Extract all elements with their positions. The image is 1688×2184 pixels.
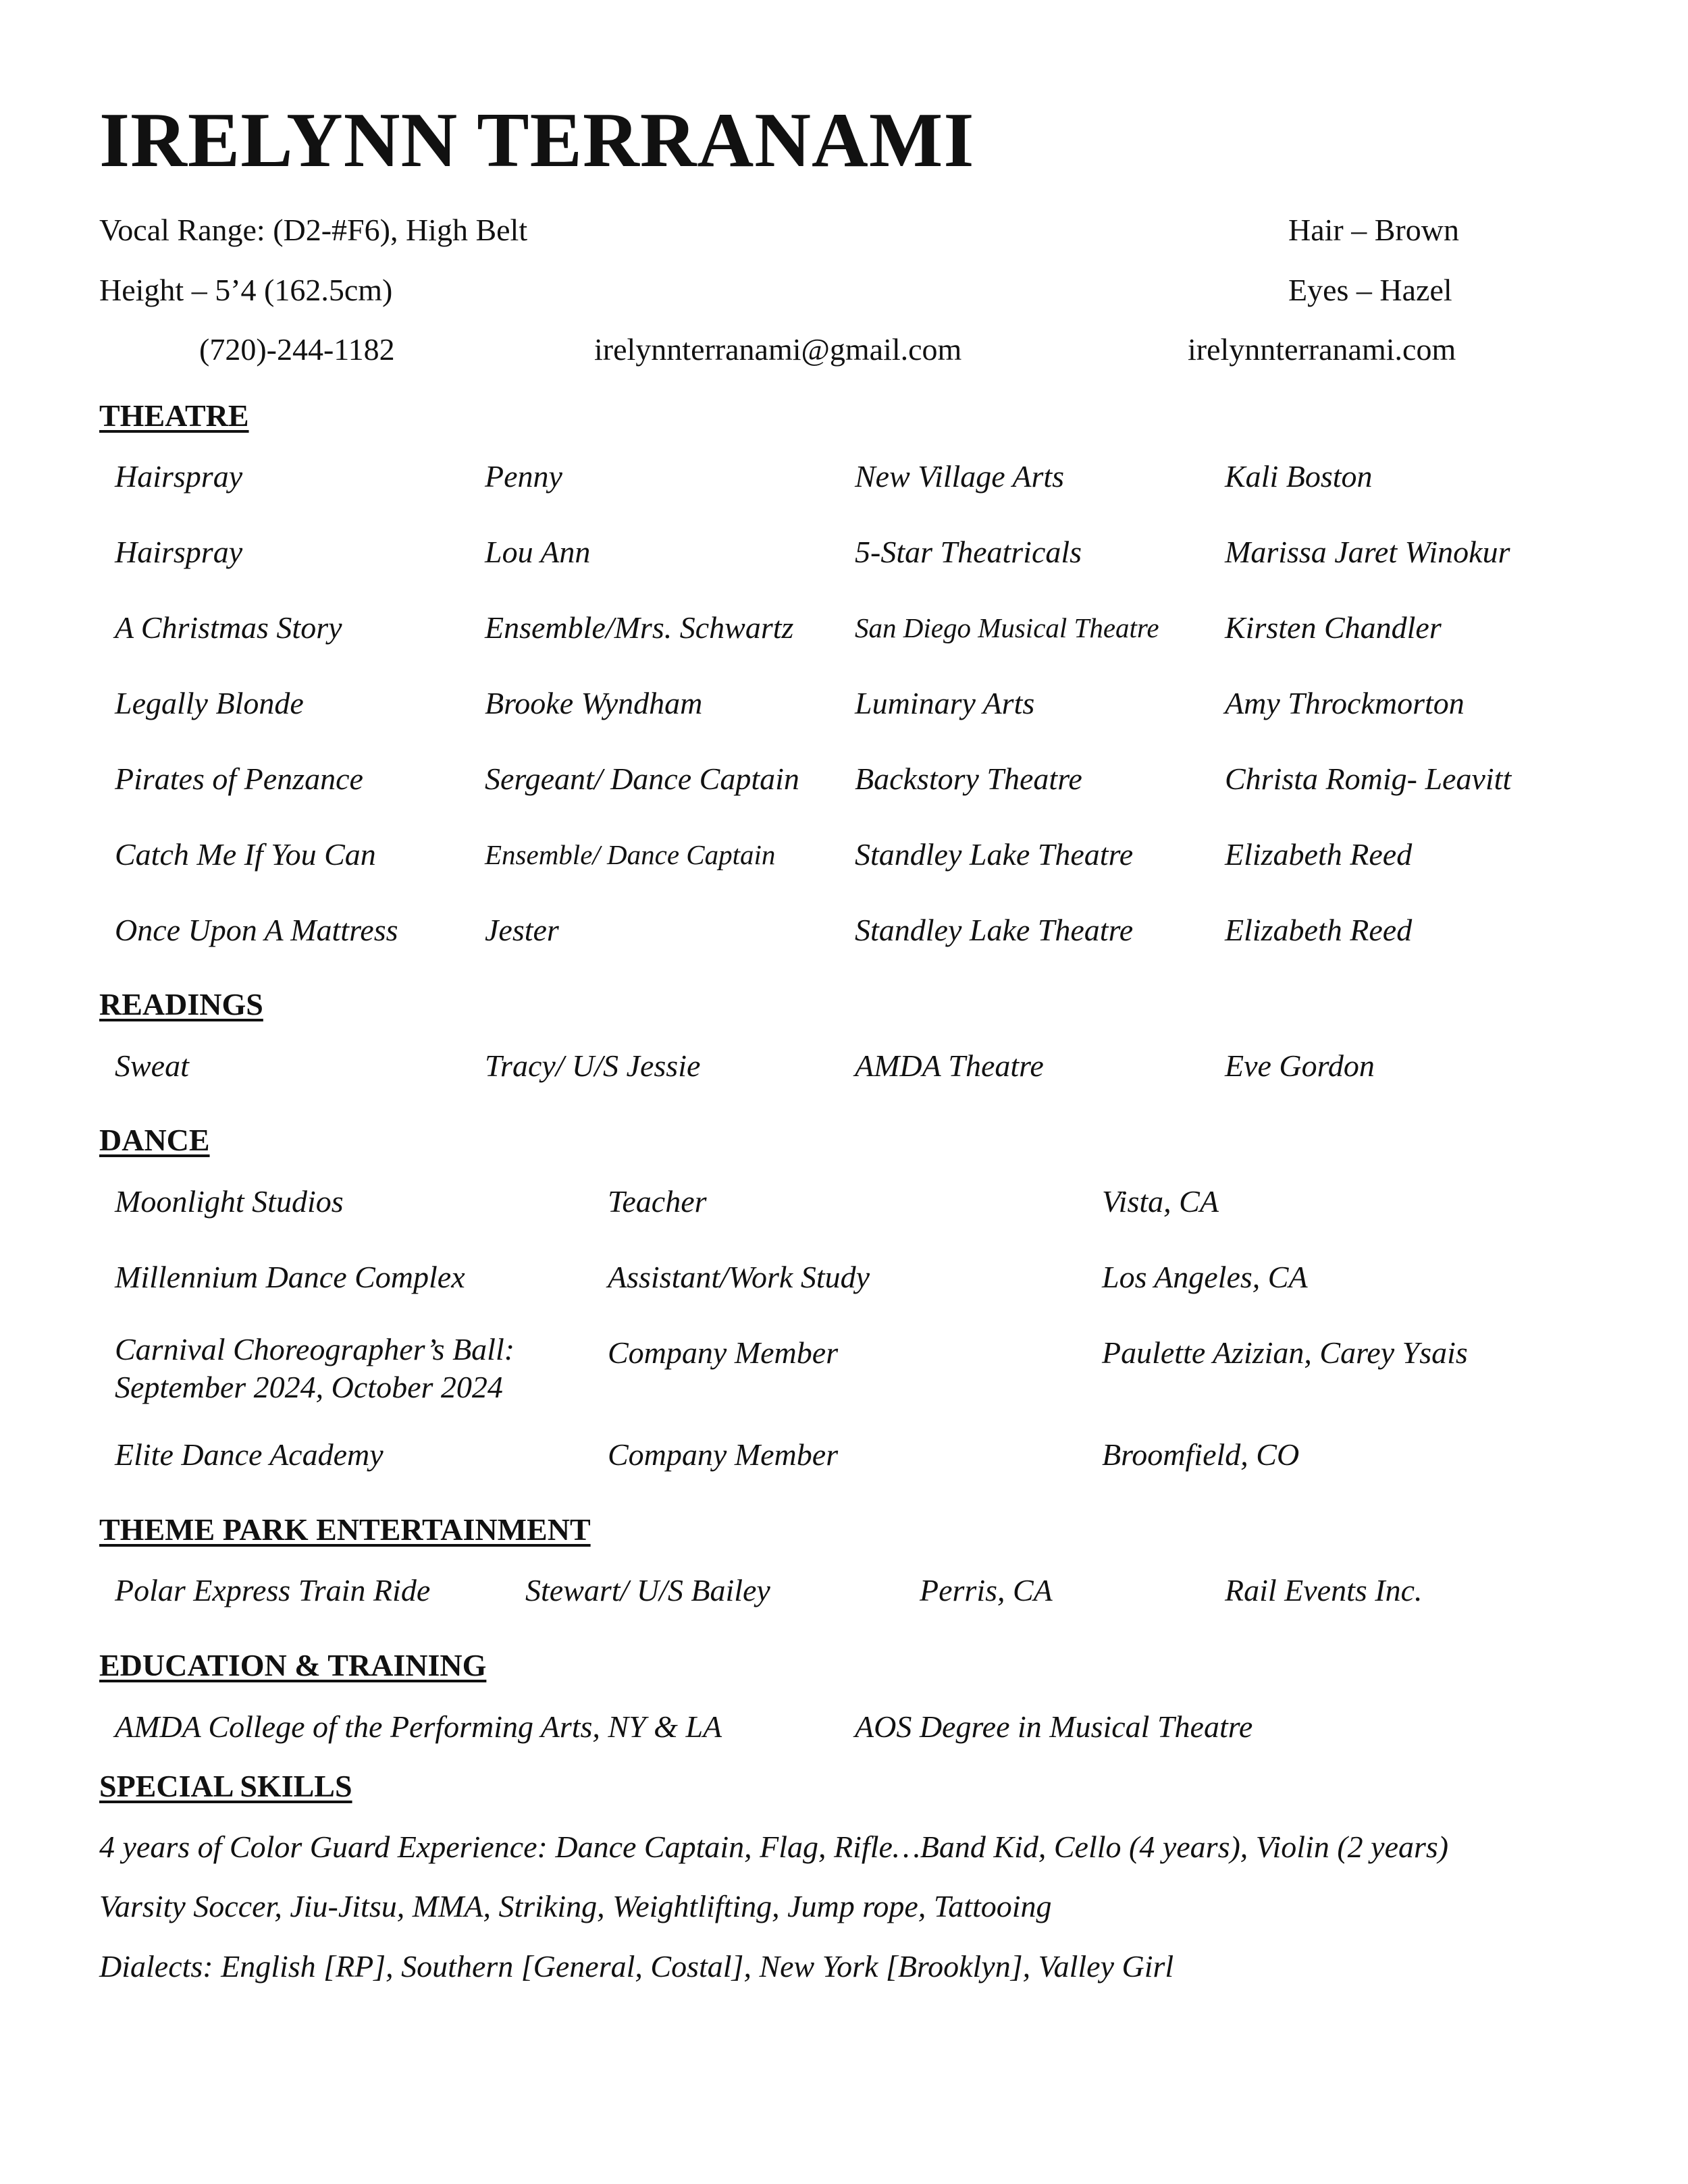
role: Stewart/ U/S Bailey (525, 1573, 770, 1607)
location: Paulette Azizian, Carey Ysais (1102, 1335, 1468, 1370)
show-title: Hairspray (115, 459, 243, 494)
employer: Rail Events Inc. (1225, 1573, 1423, 1607)
position: Teacher (608, 1184, 707, 1219)
position: Company Member (608, 1335, 839, 1370)
show-title: Sweat (115, 1048, 189, 1083)
role: Penny (485, 459, 562, 494)
email-link[interactable]: irelynnterranami@gmail.com (594, 332, 962, 367)
director: Marissa Jaret Winokur (1225, 535, 1510, 569)
director: Kirsten Chandler (1225, 610, 1442, 645)
studio: Carnival Choreographer’s Ball: September 2024, October 2024 (115, 1332, 515, 1404)
role: Lou Ann (485, 535, 591, 569)
show-title: Catch Me If You Can (115, 837, 376, 872)
director: Kali Boston (1225, 459, 1373, 494)
attraction: Polar Express Train Ride (115, 1573, 431, 1607)
company: Backstory Theatre (855, 762, 1082, 796)
skill-line: Varsity Soccer, Jiu-Jitsu, MMA, Striking, Weightlifting, Jump rope, Tattooing (99, 1889, 1052, 1923)
height: Height – 5’4 (162.5cm) (99, 273, 393, 307)
dance-heading: DANCE (99, 1123, 210, 1157)
company: San Diego Musical Theatre (855, 612, 1159, 643)
role: Tracy/ U/S Jessie (485, 1048, 701, 1083)
company: Luminary Arts (855, 686, 1035, 720)
studio: Elite Dance Academy (115, 1437, 384, 1472)
director: Christa Romig- Leavitt (1225, 762, 1512, 796)
vocal-range: Vocal Range: (D2-#F6), High Belt (99, 213, 528, 247)
director: Amy Throckmorton (1225, 686, 1465, 720)
show-title: Legally Blonde (115, 686, 304, 720)
website-link[interactable]: irelynnterranami.com (1188, 332, 1456, 367)
show-title: Once Upon A Mattress (115, 913, 398, 947)
location: Los Angeles, CA (1102, 1260, 1308, 1294)
company: Standley Lake Theatre (855, 837, 1134, 872)
readings-heading: READINGS (99, 987, 263, 1021)
eye-color: Eyes – Hazel (1288, 273, 1452, 307)
location: Vista, CA (1102, 1184, 1219, 1219)
hair-color: Hair – Brown (1288, 213, 1459, 247)
director: Eve Gordon (1225, 1048, 1375, 1083)
show-title: A Christmas Story (115, 610, 342, 645)
show-title: Pirates of Penzance (115, 762, 363, 796)
studio: Millennium Dance Complex (115, 1260, 465, 1294)
company: New Village Arts (855, 459, 1065, 494)
special-skills-heading: SPECIAL SKILLS (99, 1769, 352, 1803)
company: Standley Lake Theatre (855, 913, 1134, 947)
school: AMDA College of the Performing Arts, NY & LA (115, 1709, 722, 1744)
studio: Moonlight Studios (115, 1184, 344, 1219)
company: AMDA Theatre (855, 1048, 1044, 1083)
position: Company Member (608, 1437, 839, 1472)
phone-number: (720)-244-1182 (199, 332, 395, 367)
performer-name: IRELYNN TERRANAMI (99, 97, 975, 184)
show-title: Hairspray (115, 535, 243, 569)
skill-line: Dialects: English [RP], Southern [General, Costal], New York [Brooklyn], Valley Girl (99, 1949, 1174, 1983)
location: Broomfield, CO (1102, 1437, 1300, 1472)
education-heading: EDUCATION & TRAINING (99, 1648, 487, 1682)
theatre-heading: THEATRE (99, 398, 249, 433)
role: Sergeant/ Dance Captain (485, 762, 799, 796)
role: Ensemble/Mrs. Schwartz (485, 610, 794, 645)
role: Jester (485, 913, 559, 947)
theme-park-heading: THEME PARK ENTERTAINMENT (99, 1512, 591, 1547)
director: Elizabeth Reed (1225, 837, 1413, 872)
position: Assistant/Work Study (608, 1260, 870, 1294)
skill-line: 4 years of Color Guard Experience: Dance Captain, Flag, Rifle…Band Kid, Cello (4 years), Violin (2 years) (99, 1830, 1449, 1864)
director: Elizabeth Reed (1225, 913, 1413, 947)
role: Brooke Wyndham (485, 686, 703, 720)
company: 5-Star Theatricals (855, 535, 1082, 569)
role: Ensemble/ Dance Captain (485, 839, 776, 870)
location: Perris, CA (920, 1573, 1053, 1607)
degree: AOS Degree in Musical Theatre (855, 1709, 1253, 1744)
